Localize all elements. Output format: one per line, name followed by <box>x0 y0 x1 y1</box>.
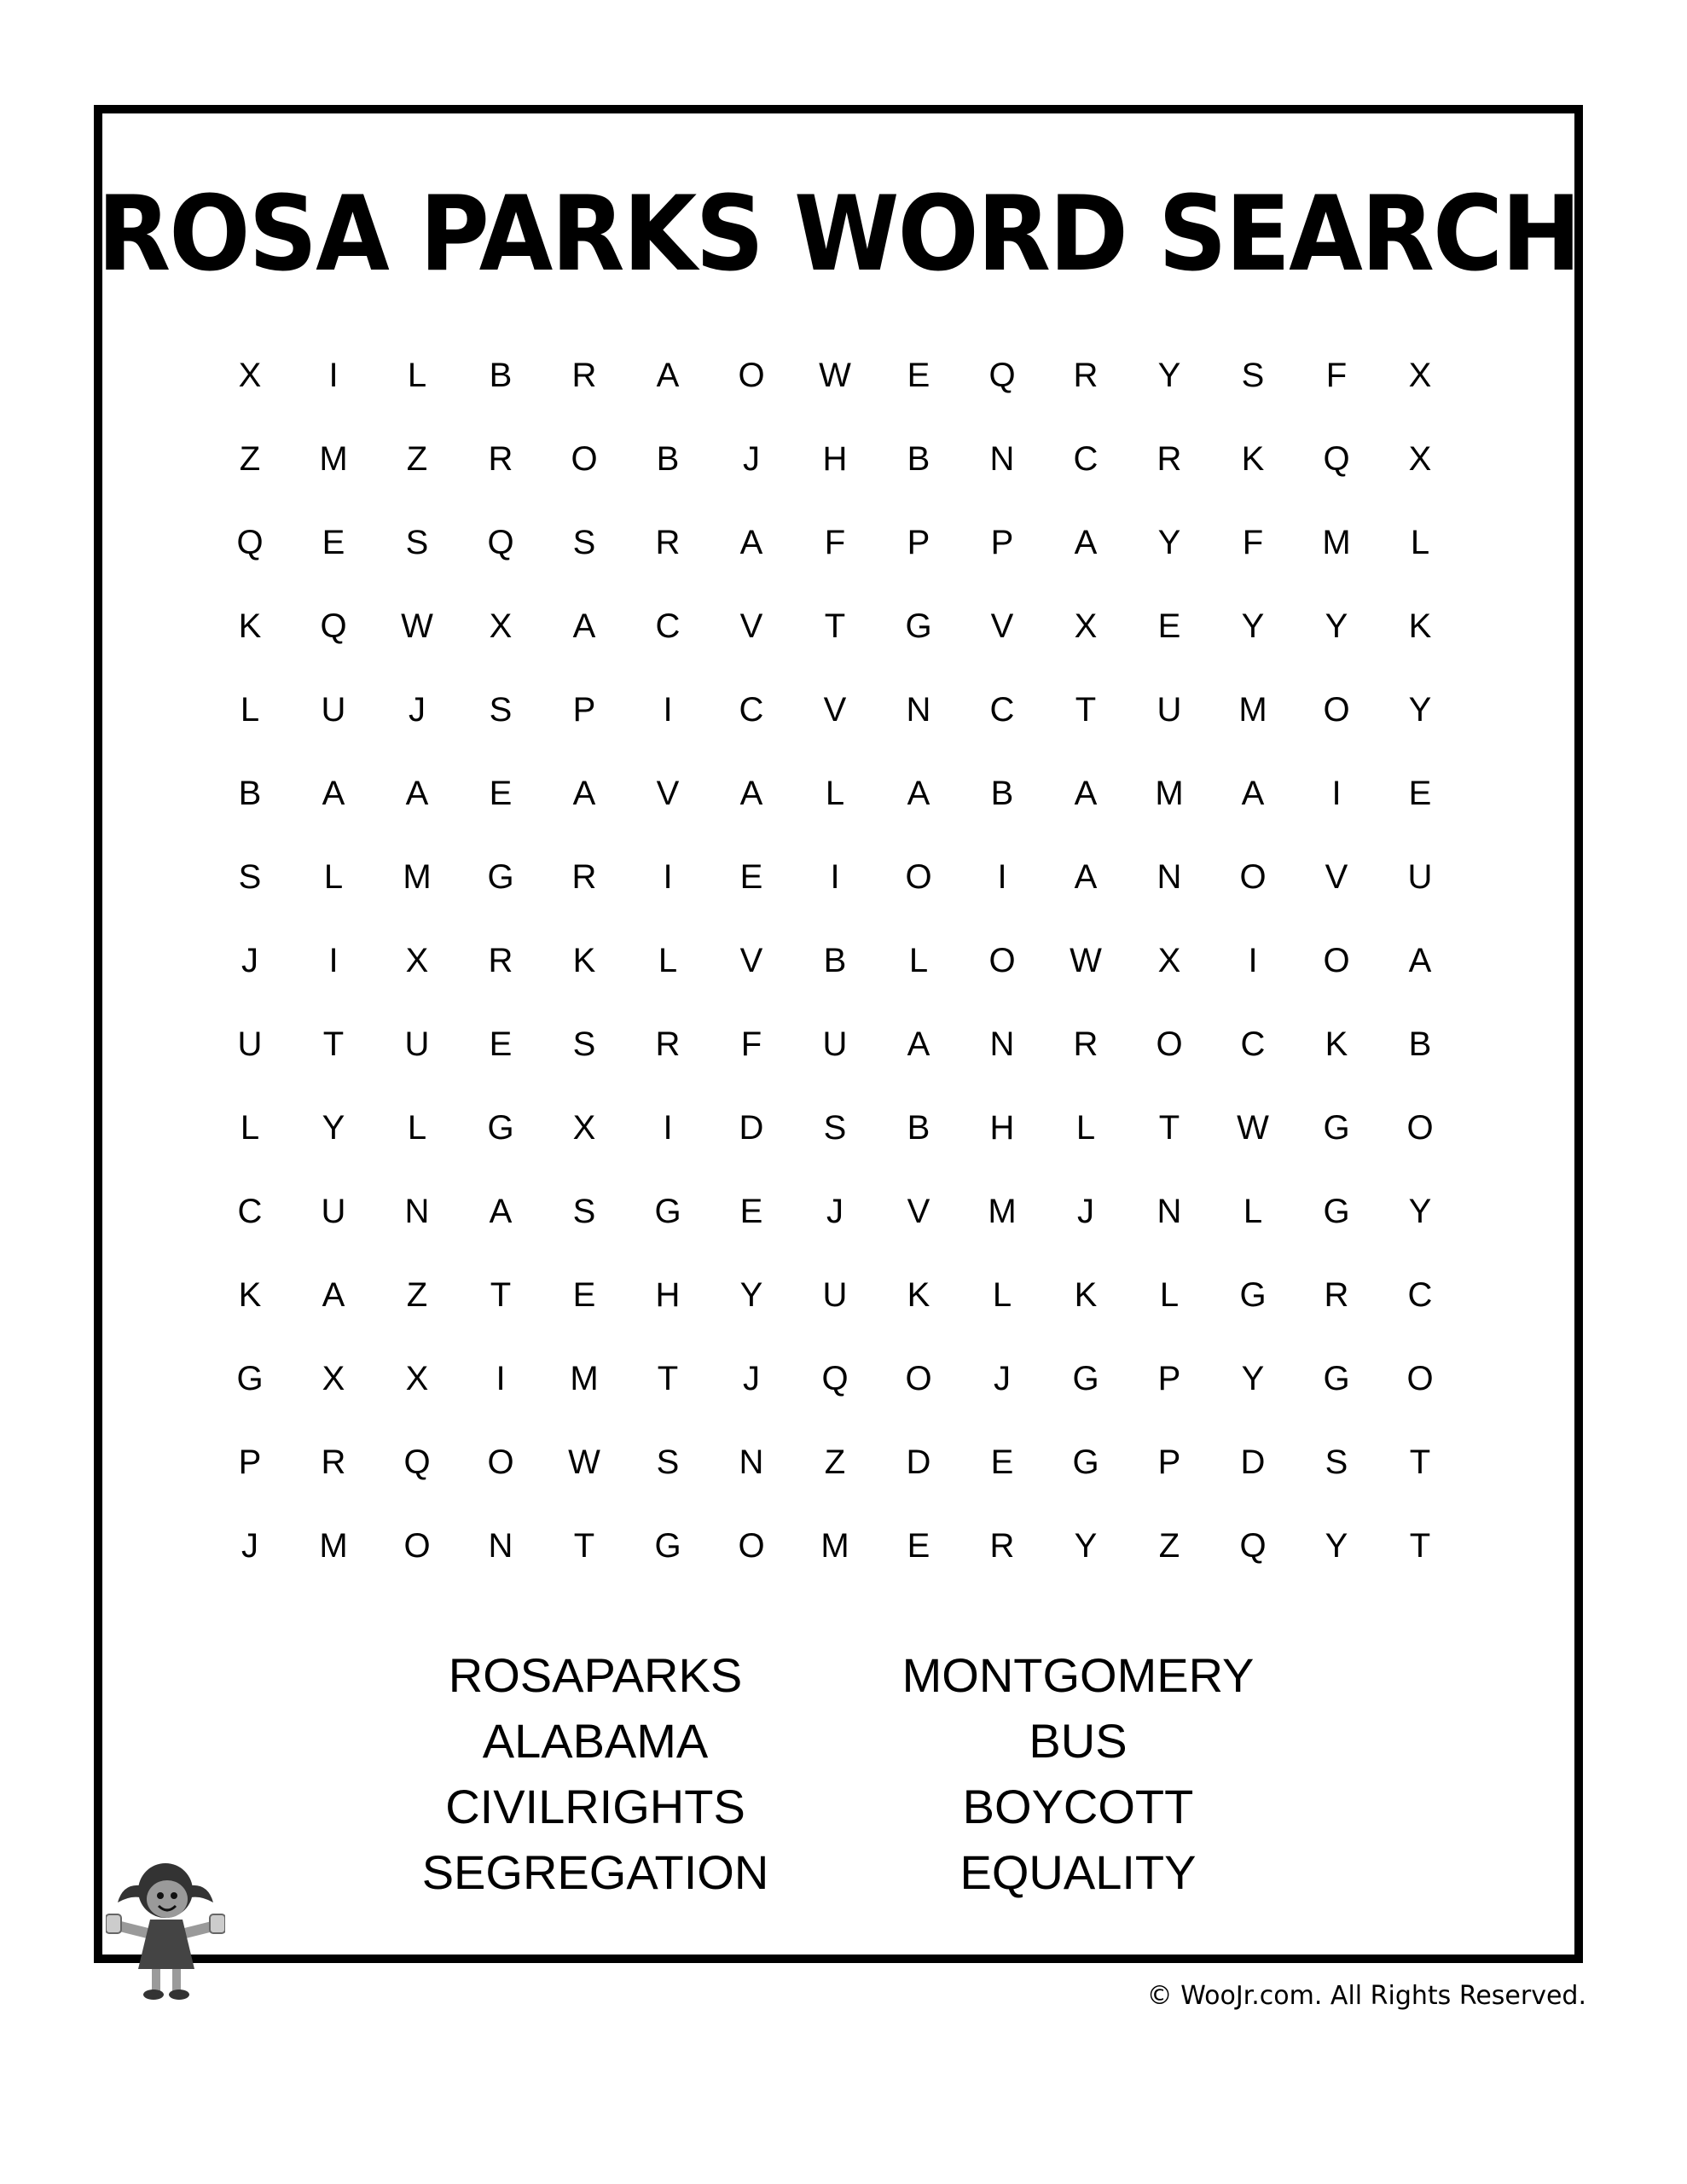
grid-letter: D <box>739 1108 764 1147</box>
grid-letter: N <box>1157 857 1182 896</box>
grid-letter: K <box>1408 607 1432 645</box>
grid-letter: A <box>572 774 596 812</box>
grid-letter: L <box>1410 523 1430 561</box>
grid-letter: R <box>1073 356 1099 394</box>
grid-letter: S <box>656 1443 680 1481</box>
grid-letter: V <box>739 607 763 645</box>
grid-letter: S <box>1325 1443 1348 1481</box>
grid-letter: G <box>1323 1108 1350 1147</box>
grid-letter: B <box>990 774 1014 812</box>
grid-letter: P <box>907 523 930 561</box>
grid-letter: L <box>908 941 929 979</box>
grid-letter: N <box>989 1025 1015 1063</box>
grid-letter: A <box>489 1192 513 1230</box>
grid-letter: S <box>572 523 596 561</box>
grid-letter: Q <box>236 523 264 561</box>
grid-letter: Z <box>1158 1526 1180 1565</box>
grid-letter: K <box>907 1275 930 1314</box>
grid-letter: X <box>1074 607 1098 645</box>
grid-letter: R <box>571 356 597 394</box>
grid-letter: X <box>322 1359 345 1397</box>
grid-letter: Y <box>1325 607 1348 645</box>
grid-letter: H <box>822 439 848 478</box>
grid-letter: Z <box>406 439 428 478</box>
grid-letter: C <box>989 690 1015 729</box>
word-list-item: BUS <box>1029 1714 1128 1768</box>
grid-letter: J <box>743 439 760 478</box>
grid-letter: Y <box>1241 607 1265 645</box>
grid-letter: Y <box>1408 690 1432 729</box>
grid-letter: Y <box>1325 1526 1348 1565</box>
grid-letter: S <box>823 1108 847 1147</box>
grid-letter: B <box>907 439 930 478</box>
word-list-item: CIVILRIGHTS <box>445 1780 745 1833</box>
grid-letter: Z <box>406 1275 428 1314</box>
grid-letter: B <box>823 941 847 979</box>
grid-letter: Y <box>1157 356 1181 394</box>
grid-letter: Y <box>1241 1359 1265 1397</box>
grid-letter: I <box>1248 941 1258 979</box>
grid-letter: W <box>401 607 433 645</box>
grid-letter: A <box>739 523 763 561</box>
grid-letter: M <box>319 1526 348 1565</box>
grid-letter: R <box>488 941 513 979</box>
grid-letter: I <box>663 857 673 896</box>
grid-letter: C <box>1240 1025 1266 1063</box>
grid-letter: E <box>739 1192 763 1230</box>
grid-letter: P <box>990 523 1014 561</box>
grid-letter: G <box>236 1359 264 1397</box>
grid-letter: O <box>487 1443 514 1481</box>
grid-letter: J <box>241 941 258 979</box>
grid-letter: U <box>1157 690 1182 729</box>
grid-letter: R <box>488 439 513 478</box>
grid-letter: Y <box>1408 1192 1432 1230</box>
grid-letter: T <box>824 607 846 645</box>
grid-letter: Q <box>1323 439 1350 478</box>
grid-letter: A <box>572 607 596 645</box>
grid-letter: Y <box>1074 1526 1098 1565</box>
grid-letter: J <box>241 1526 258 1565</box>
grid-letter: C <box>1073 439 1099 478</box>
grid-letter: R <box>1157 439 1182 478</box>
grid-letter: M <box>403 857 432 896</box>
grid-letter: N <box>906 690 931 729</box>
grid-letter: Q <box>487 523 514 561</box>
grid-letter: M <box>1322 523 1351 561</box>
word-list-item: SEGREGATION <box>421 1845 769 1899</box>
grid-letter: C <box>655 607 681 645</box>
grid-letter: A <box>322 1275 345 1314</box>
grid-letter: X <box>1157 941 1181 979</box>
grid-letter: O <box>738 356 765 394</box>
grid-letter: G <box>654 1192 681 1230</box>
grid-letter: L <box>407 356 427 394</box>
letter-grid <box>208 334 1462 1588</box>
grid-letter: R <box>321 1443 346 1481</box>
grid-letter: J <box>826 1192 844 1230</box>
grid-letter: E <box>739 857 763 896</box>
grid-letter: M <box>319 439 348 478</box>
grid-letter: A <box>322 774 345 812</box>
grid-letter: T <box>1409 1443 1431 1481</box>
grid-letter: S <box>1241 356 1265 394</box>
grid-letter: Q <box>1239 1526 1267 1565</box>
grid-letter: A <box>405 774 429 812</box>
grid-letter: C <box>739 690 764 729</box>
grid-letter: B <box>238 774 262 812</box>
grid-letter: O <box>905 857 932 896</box>
grid-letter: Q <box>988 356 1016 394</box>
grid-letter: F <box>740 1025 762 1063</box>
word-list-item: ROSAPARKS <box>448 1648 743 1702</box>
grid-letter: R <box>571 857 597 896</box>
grid-letter: O <box>1323 690 1350 729</box>
grid-letter: Z <box>824 1443 846 1481</box>
grid-letter: A <box>907 774 930 812</box>
grid-letter: Q <box>403 1443 431 1481</box>
grid-letter: D <box>906 1443 931 1481</box>
grid-letter: T <box>322 1025 345 1063</box>
grid-letter: U <box>237 1025 263 1063</box>
grid-letter: F <box>824 523 846 561</box>
word-list-item: EQUALITY <box>959 1845 1197 1899</box>
grid-letter: G <box>1323 1192 1350 1230</box>
grid-letter: N <box>739 1443 764 1481</box>
grid-letter: U <box>321 690 346 729</box>
grid-letter: M <box>570 1359 599 1397</box>
word-list-right <box>822 1642 1334 1905</box>
grid-letter: B <box>1408 1025 1432 1063</box>
grid-letter: L <box>240 1108 260 1147</box>
grid-letter: G <box>487 1108 514 1147</box>
grid-letter: L <box>658 941 678 979</box>
grid-letter: F <box>1325 356 1348 394</box>
grid-letter: E <box>1408 774 1432 812</box>
grid-letter: V <box>990 607 1014 645</box>
grid-letter: O <box>1406 1359 1434 1397</box>
grid-letter: V <box>1325 857 1348 896</box>
grid-letter: V <box>823 690 847 729</box>
grid-letter: J <box>1077 1192 1094 1230</box>
grid-letter: L <box>1243 1192 1263 1230</box>
grid-letter: V <box>907 1192 930 1230</box>
grid-letter: K <box>238 1275 262 1314</box>
grid-letter: A <box>1074 523 1098 561</box>
grid-letter: B <box>656 439 680 478</box>
word-list-item: ALABAMA <box>482 1714 709 1768</box>
grid-letter: T <box>573 1526 595 1565</box>
grid-letter: A <box>1241 774 1265 812</box>
grid-letter: P <box>1157 1359 1181 1397</box>
grid-letter: T <box>1075 690 1097 729</box>
grid-letter: I <box>496 1359 506 1397</box>
grid-letter: K <box>1074 1275 1098 1314</box>
grid-letter: Q <box>320 607 347 645</box>
grid-letter: O <box>403 1526 431 1565</box>
grid-letter: G <box>1072 1443 1099 1481</box>
grid-letter: U <box>822 1275 848 1314</box>
grid-letter: U <box>404 1025 430 1063</box>
grid-letter: O <box>1323 941 1350 979</box>
grid-letter: I <box>663 690 673 729</box>
grid-letter: H <box>989 1108 1015 1147</box>
grid-letter: Y <box>1157 523 1181 561</box>
grid-letter: R <box>989 1526 1015 1565</box>
grid-letter: V <box>739 941 763 979</box>
grid-letter: R <box>1073 1025 1099 1063</box>
grid-letter: L <box>323 857 344 896</box>
grid-letter: B <box>907 1108 930 1147</box>
grid-letter: P <box>238 1443 262 1481</box>
grid-letter: L <box>992 1275 1012 1314</box>
grid-letter: S <box>489 690 513 729</box>
grid-letter: O <box>1156 1025 1183 1063</box>
grid-letter: W <box>819 356 851 394</box>
grid-letter: N <box>1157 1192 1182 1230</box>
grid-letter: A <box>656 356 680 394</box>
grid-letter: T <box>1409 1526 1431 1565</box>
grid-letter: X <box>1408 439 1432 478</box>
grid-letter: O <box>988 941 1016 979</box>
grid-letter: T <box>1158 1108 1180 1147</box>
grid-letter: G <box>487 857 514 896</box>
grid-letter: O <box>1239 857 1267 896</box>
grid-letter: E <box>990 1443 1014 1481</box>
grid-letter: H <box>655 1275 681 1314</box>
grid-letter: V <box>656 774 680 812</box>
grid-letter: S <box>405 523 429 561</box>
grid-letter: A <box>1074 857 1098 896</box>
grid-letter: T <box>657 1359 679 1397</box>
grid-letter: X <box>405 1359 429 1397</box>
grid-letter: P <box>1157 1443 1181 1481</box>
grid-letter: W <box>568 1443 600 1481</box>
word-list-item: BOYCOTT <box>962 1780 1194 1833</box>
grid-letter: O <box>571 439 598 478</box>
grid-letter: I <box>830 857 840 896</box>
grid-letter: M <box>1155 774 1184 812</box>
grid-letter: A <box>1074 774 1098 812</box>
grid-letter: R <box>655 1025 681 1063</box>
page-title: ROSA PARKS WORD SEARCH <box>97 174 1580 295</box>
grid-letter: L <box>240 690 260 729</box>
grid-letter: G <box>1239 1275 1267 1314</box>
grid-letter: S <box>238 857 262 896</box>
grid-letter: C <box>237 1192 263 1230</box>
grid-letter: E <box>322 523 345 561</box>
grid-letter: E <box>907 356 930 394</box>
grid-letter: K <box>238 607 262 645</box>
grid-letter: B <box>489 356 513 394</box>
grid-letter: S <box>572 1025 596 1063</box>
grid-letter: X <box>489 607 513 645</box>
grid-letter: E <box>1157 607 1181 645</box>
grid-letter: X <box>572 1108 596 1147</box>
grid-letter: X <box>238 356 262 394</box>
grid-letter: K <box>1325 1025 1348 1063</box>
grid-letter: P <box>572 690 596 729</box>
grid-letter: M <box>820 1526 849 1565</box>
word-list-item: MONTGOMERY <box>901 1648 1255 1702</box>
grid-letter: N <box>488 1526 513 1565</box>
grid-letter: Z <box>239 439 261 478</box>
grid-letter: I <box>328 356 339 394</box>
grid-letter: L <box>1075 1108 1096 1147</box>
grid-letter: L <box>407 1108 427 1147</box>
grid-letter: U <box>1407 857 1433 896</box>
grid-letter: U <box>321 1192 346 1230</box>
grid-letter: J <box>743 1359 760 1397</box>
grid-letter: Y <box>322 1108 345 1147</box>
grid-letter: A <box>739 774 763 812</box>
grid-letter: R <box>655 523 681 561</box>
grid-letter: K <box>572 941 596 979</box>
grid-letter: I <box>997 857 1007 896</box>
word-list-left <box>339 1642 851 1905</box>
grid-letter: W <box>1070 941 1102 979</box>
grid-letter: D <box>1240 1443 1266 1481</box>
grid-letter: I <box>663 1108 673 1147</box>
grid-letter: M <box>988 1192 1017 1230</box>
grid-letter: N <box>404 1192 430 1230</box>
grid-letter: C <box>1407 1275 1433 1314</box>
grid-letter: R <box>1324 1275 1349 1314</box>
grid-letter: G <box>1072 1359 1099 1397</box>
girl-mascot-icon <box>106 1850 225 2003</box>
grid-letter: E <box>489 774 513 812</box>
grid-letter: X <box>405 941 429 979</box>
grid-letter: Y <box>739 1275 763 1314</box>
grid-letter: L <box>825 774 845 812</box>
grid-letter: A <box>1408 941 1432 979</box>
grid-letter: M <box>1238 690 1267 729</box>
grid-letter: K <box>1241 439 1265 478</box>
grid-letter: W <box>1237 1108 1269 1147</box>
grid-letter: T <box>490 1275 512 1314</box>
grid-letter: I <box>328 941 339 979</box>
grid-letter: F <box>1242 523 1264 561</box>
grid-letter: N <box>989 439 1015 478</box>
grid-letter: I <box>1331 774 1342 812</box>
grid-letter: X <box>1408 356 1432 394</box>
grid-letter: J <box>994 1359 1011 1397</box>
grid-letter: O <box>738 1526 765 1565</box>
grid-letter: G <box>905 607 932 645</box>
grid-letter: A <box>907 1025 930 1063</box>
grid-letter: E <box>489 1025 513 1063</box>
grid-letter: J <box>409 690 426 729</box>
grid-letter: O <box>905 1359 932 1397</box>
grid-letter: U <box>822 1025 848 1063</box>
grid-letter: L <box>1159 1275 1180 1314</box>
grid-letter: S <box>572 1192 596 1230</box>
copyright-notice: © WooJr.com. All Rights Reserved. <box>1146 1981 1586 2011</box>
grid-letter: Q <box>821 1359 849 1397</box>
grid-letter: E <box>572 1275 596 1314</box>
grid-letter: G <box>654 1526 681 1565</box>
grid-letter: O <box>1406 1108 1434 1147</box>
grid-letter: G <box>1323 1359 1350 1397</box>
grid-letter: E <box>907 1526 930 1565</box>
